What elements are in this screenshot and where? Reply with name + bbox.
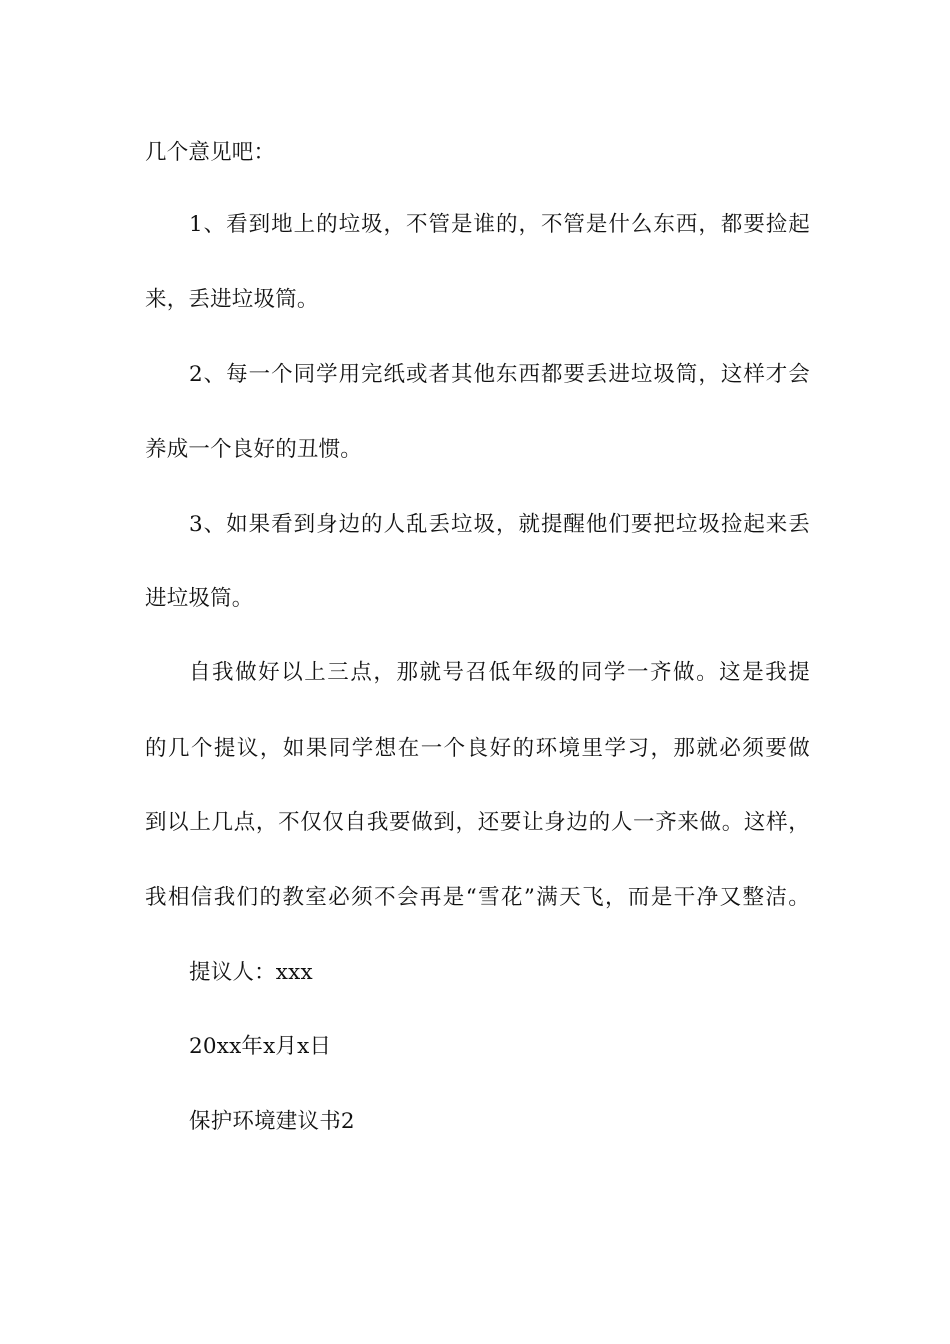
conclusion-line-1: 自我做好以上三点，那就号召低年级的同学一齐做。这是我提 <box>189 660 810 685</box>
suggestion-2-line-1: 2、每一个同学用完纸或者其他东西都要丢进垃圾筒，这样才会 <box>189 362 810 387</box>
signature-date: 20xx年x月x日 <box>189 1034 332 1059</box>
suggestion-3-line-2: 进垃圾筒。 <box>145 586 254 611</box>
suggestion-1-line-2: 来，丢进垃圾筒。 <box>145 287 319 312</box>
conclusion-line-2: 的几个提议，如果同学想在一个良好的环境里学习，那就必须要做 <box>145 736 810 761</box>
next-document-title: 保护环境建议书2 <box>189 1109 355 1134</box>
suggestion-2-line-2: 养成一个良好的丑惯。 <box>145 437 363 462</box>
suggestion-3-line-1: 3、如果看到身边的人乱丢垃圾，就提醒他们要把垃圾捡起来丢 <box>189 512 810 537</box>
suggestion-1-line-1: 1、看到地上的垃圾，不管是谁的，不管是什么东西，都要捡起 <box>189 212 810 237</box>
intro-line: 几个意见吧： <box>145 140 276 165</box>
proposer-signature: 提议人：xxx <box>189 960 313 985</box>
conclusion-line-4: 我相信我们的教室必须不会再是“雪花”满天飞，而是干净又整洁。 <box>145 885 810 910</box>
conclusion-line-3: 到以上几点，不仅仅自我要做到，还要让身边的人一齐来做。这样， <box>145 810 810 835</box>
